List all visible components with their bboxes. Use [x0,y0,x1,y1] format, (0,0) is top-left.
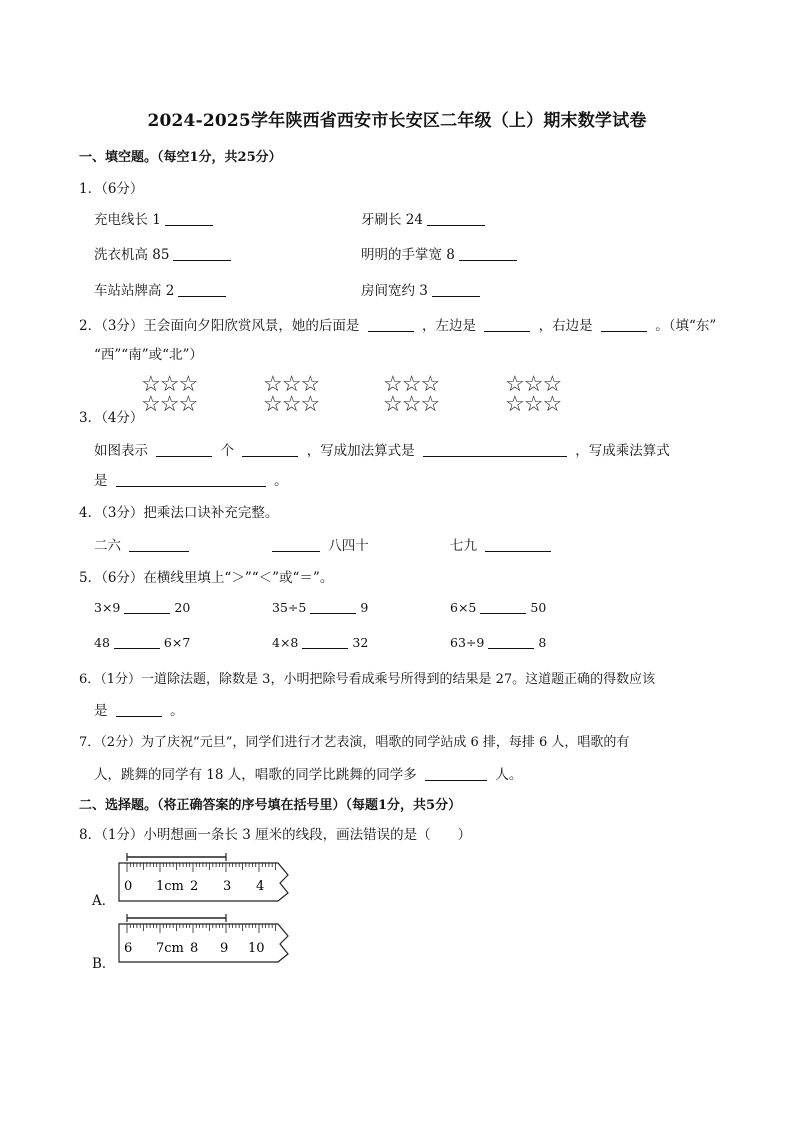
q7-blank-1[interactable] [425,779,487,781]
q1-item-3 [94,243,235,263]
star-row-icon: ☆☆☆ [383,392,440,417]
question-1-header: 1．（6分） [79,181,144,197]
ruler-b-label-2: 8 [190,941,199,956]
ruler-a-ticks [127,863,276,872]
q5-cell-3 [450,600,546,615]
q1-blank-3[interactable] [173,259,231,261]
q3-blank-2[interactable] [242,455,298,457]
star-row-icon: ☆☆☆ [141,392,198,417]
star-row-icon: ☆☆☆ [263,372,320,397]
question-4-header: 4．（3分）把乘法口诀补充完整。 [79,505,279,521]
ruler-a-label-4: 4 [256,879,265,894]
q2-blank-2[interactable] [484,330,530,332]
q5-right-2: 9 [360,600,369,615]
q7-line-2 [94,763,522,783]
q5-left-3: 6×5 [450,600,477,615]
section-heading-fill-blank: 一、填空题。（每空1分，共25分） [79,150,282,165]
q5-right-5: 32 [352,635,369,650]
q2-blank-3[interactable] [601,330,647,332]
q1-item-4 [361,243,521,263]
q5-cell-6 [450,635,546,650]
q5-cell-1 [94,600,190,615]
q1-blank-6[interactable] [432,295,480,297]
q4-blank-1[interactable] [129,550,189,552]
q5-left-1: 3×9 [94,600,121,615]
ruler-b [116,914,296,966]
q3-line-2 [94,469,288,489]
q4-text-1: 二六 [94,538,121,554]
page-title: 2024-2025学年陕西省西安市长安区二年级（上）期末数学试卷 [147,111,647,131]
q4-text-2: 八四十 [328,538,369,554]
ruler-a-label-3: 3 [223,879,232,894]
q5-cell-2 [272,600,368,615]
q1-item-5 [94,279,230,299]
q1-item-1-text: 充电线长 1 [94,212,161,228]
q5-left-5: 4×8 [272,635,299,650]
q2-text-4: 。（填“东” [655,318,717,334]
q1-item-3-text: 洗衣机高 85 [94,247,170,263]
q5-blank-1[interactable] [124,612,170,614]
question-6-line-1: 6．（1分）一道除法题，除数是 3，小明把除号看成乘号所得到的结果是 27。这道题正确的得数应该 [79,672,656,687]
ruler-b-label-0: 6 [124,941,133,956]
q7-text-1: 人，跳舞的同学有 18 人，唱歌的同学比跳舞的同学多 [94,767,417,783]
q4-item-3 [450,534,555,554]
option-a-label[interactable]: A． [92,893,116,909]
q2-text-1: 2．（3分）王会面向夕阳欣赏风景，她的后面是 [79,318,360,334]
q6-text-2: 。 [170,703,184,719]
q2-text-3: ，右边是 [538,318,593,334]
q5-blank-5[interactable] [302,647,348,649]
q6-blank-1[interactable] [116,715,162,717]
q3-text-3: ，写成加法算式是 [306,443,415,459]
q1-blank-4[interactable] [459,259,517,261]
question-7-line-1: 7．（2分）为了庆祝“元旦”，同学们进行才艺表演，唱歌的同学站成 6 排，每排 6 人，唱歌的有 [79,735,630,750]
star-row-icon: ☆☆☆ [141,372,198,397]
q2-line-2: “西”“南”或“北”） [94,347,203,363]
q6-text-1: 是 [94,703,108,719]
star-group-1 [141,372,198,417]
question-5-header: 5．（6分）在横线里填上“＞”“＜”或“＝”。 [79,570,334,586]
ruler-a [116,853,296,905]
q3-text-5: 是 [94,473,108,489]
star-row-icon: ☆☆☆ [505,392,562,417]
q5-blank-4[interactable] [114,647,160,649]
q1-blank-1[interactable] [165,224,213,226]
q5-right-6: 8 [538,635,547,650]
star-group-2 [263,372,320,417]
q1-item-6-text: 房间宽约 3 [361,283,428,299]
q3-text-1: 如图表示 [94,443,148,459]
q1-blank-2[interactable] [427,224,485,226]
q5-blank-6[interactable] [488,647,534,649]
q5-left-2: 35÷5 [272,600,307,615]
q3-blank-1[interactable] [156,455,212,457]
q5-right-4: 6×7 [163,635,191,650]
q7-text-2: 人。 [495,767,523,783]
q4-text-3: 七九 [450,538,477,554]
q1-item-6 [361,279,484,299]
q3-text-2: 个 [220,443,235,459]
ruler-a-label-2: 2 [190,879,199,894]
q2-blank-1[interactable] [368,330,414,332]
q4-blank-2[interactable] [272,550,320,552]
ruler-b-ticks [127,924,276,933]
star-row-icon: ☆☆☆ [263,392,320,417]
ruler-b-label-3: 9 [220,941,229,956]
q1-item-1 [94,208,217,228]
q1-item-2 [361,208,489,228]
q5-left-4: 48 [94,635,110,650]
star-row-icon: ☆☆☆ [505,372,562,397]
q4-blank-3[interactable] [485,550,551,552]
q5-right-3: 50 [530,600,547,615]
question-3-header: 3．（4分） [79,410,144,426]
q1-item-5-text: 车站站牌高 2 [94,283,175,299]
ruler-b-label-1: 7cm [156,941,184,956]
q1-blank-5[interactable] [178,295,226,297]
q4-item-1 [94,534,193,554]
option-b-label[interactable]: B． [92,956,116,972]
q4-item-2 [272,534,369,554]
q2-text-2: ，左边是 [422,318,477,334]
q5-blank-2[interactable] [310,612,356,614]
star-group-4 [505,372,562,417]
star-group-3 [383,372,440,417]
q5-blank-3[interactable] [480,612,526,614]
q1-item-4-text: 明明的手掌宽 8 [361,247,455,263]
q3-text-6: 。 [274,473,288,489]
q3-blank-4[interactable] [116,485,266,487]
ruler-b-label-4: 10 [248,941,265,956]
q5-right-1: 20 [174,600,191,615]
ruler-a-label-1: 1cm [156,879,184,894]
q3-blank-3[interactable] [423,455,567,457]
question-8: 8．（1分）小明想画一条长 3 厘米的线段，画法错误的是（ ） [79,827,472,843]
q3-line-1 [94,439,670,459]
q5-cell-4 [94,635,190,650]
question-2 [79,314,716,334]
section-heading-choice: 二、选择题。（将正确答案的序号填在括号里）（每题1分，共5分） [79,798,462,813]
q1-item-2-text: 牙刷长 24 [361,212,423,228]
star-row-icon: ☆☆☆ [383,372,440,397]
q5-cell-5 [272,635,368,650]
q6-line-2 [94,699,184,719]
ruler-a-label-0: 0 [124,879,133,894]
q5-left-6: 63÷9 [450,635,485,650]
q3-text-4: ，写成乘法算式 [575,443,670,459]
